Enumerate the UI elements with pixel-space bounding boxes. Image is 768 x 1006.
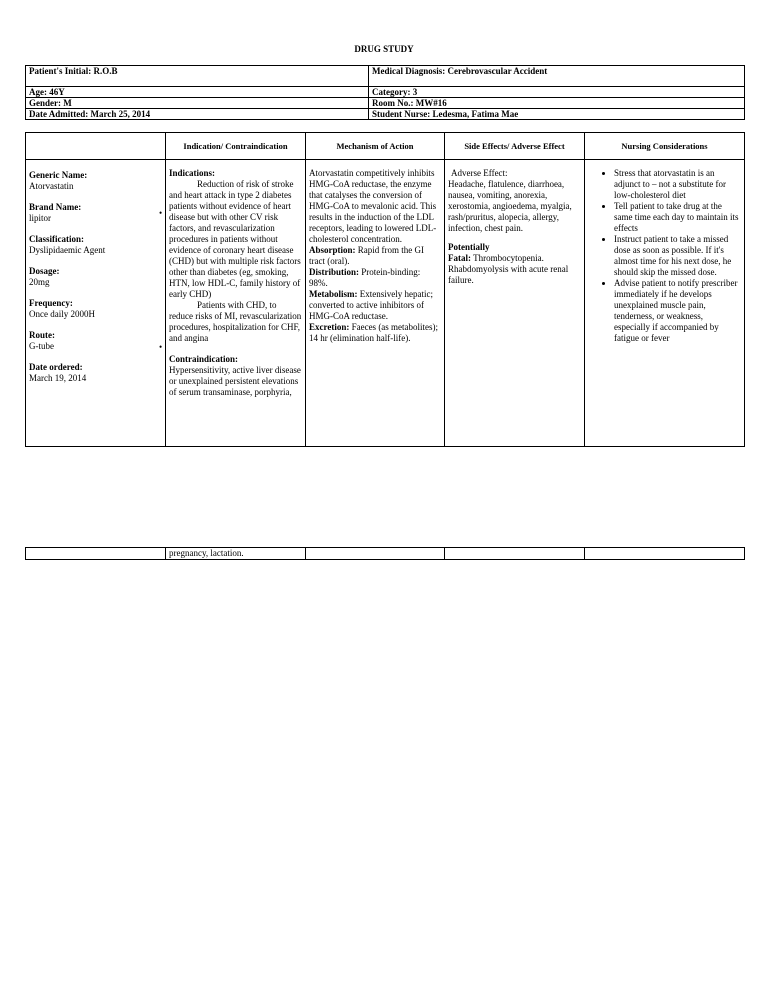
indication-item-1: Reduction of risk of stroke and heart attack in type 2 diabetes patients without evidence of heart disease but with other CV risk factors, and revascularization procedures in patients without evidence of coronary heart disease (CHD) but with multiple risk factors other than diabetes (eg, smoking, HTN, low HDL-C, family history of early CHD): [169, 179, 301, 299]
cont-mechanism-cell: [306, 548, 445, 560]
indication-item-2: Patients with CHD, to reduce risks of MI, revascularization procedures, hospitalization for CHF, and angina: [169, 300, 302, 343]
classification-label: Classification:: [29, 234, 84, 244]
patient-initial-label: Patient's Initial:: [29, 66, 92, 76]
dosage-label: Dosage:: [29, 266, 60, 276]
patient-initial-value: R.O.B: [93, 66, 118, 76]
fatal-label: Fatal:: [448, 253, 471, 263]
distribution-value: Protein-binding: 98%.: [309, 267, 421, 288]
indications-label: Indications:: [169, 168, 216, 178]
gender-cell: [26, 98, 369, 109]
medical-diagnosis-label: Medical Diagnosis:: [372, 66, 446, 76]
age-value: 46Y: [49, 87, 65, 97]
student-nurse-value: Ledesma, Fatima Mae: [432, 109, 519, 119]
mechanism-intro: Atorvastatin competitively inhibits HMG-CoA reductase, the enzyme that catalyses the conversion of HMG-CoA to mevalonic acid. This results in the induction of the LDL receptors, leading to lowered LDL-cholesterol concentration.: [309, 168, 437, 244]
bullet-icon: •: [159, 342, 163, 352]
student-nurse-cell: [369, 109, 745, 120]
nursing-item: • Instruct patient to take a missed dose as soon as possible. If it's almost time for his next dose, he should skip the missed dose.: [614, 234, 741, 278]
gender-value: M: [63, 98, 72, 108]
header-nursing: Nursing Considerations: [585, 133, 745, 160]
metabolism-label: Metabolism:: [309, 289, 358, 299]
medical-diagnosis-cell: [369, 66, 745, 87]
fatal-text: Thrombocytopenia. Rhabdomyolysis with acute renal failure.: [448, 253, 569, 285]
adverse-effect-label: Adverse Effect:: [451, 168, 508, 178]
date-admitted-label: Date Admitted:: [29, 109, 89, 119]
contraindication-label: Contraindication:: [169, 354, 239, 364]
room-value: MW#16: [415, 98, 447, 108]
mechanism-cell: [306, 160, 445, 447]
generic-name-label: Generic Name:: [29, 170, 88, 180]
age-label: Age:: [29, 87, 47, 97]
category-value: 3: [412, 87, 418, 97]
gender-label: Gender:: [29, 98, 61, 108]
nursing-cell: [585, 160, 745, 447]
drug-study-continuation-table: [25, 547, 745, 560]
absorption-label: Absorption:: [309, 245, 356, 255]
nursing-item: • Advise patient to notify prescriber immediately if he develops unexplained muscle pain, tenderness, or weakness, especially if accompanied by fatigue or fever: [614, 278, 741, 344]
classification-value: Dyslipidaemic Agent: [29, 245, 106, 255]
metabolism-value: Extensively hepatic; converted to active inhibitors of HMG-CoA reductase.: [309, 289, 433, 321]
excretion-label: Excretion:: [309, 322, 350, 332]
date-admitted-cell: [26, 109, 369, 120]
drug-study-table: [25, 132, 745, 447]
room-label: Room No.:: [372, 98, 414, 108]
page-title: DRUG STUDY: [354, 44, 414, 54]
nursing-item: • Stress that atorvastatin is an adjunct to – not a substitute for low-cholesterol diet: [614, 168, 741, 201]
date-ordered-value: March 19, 2014: [29, 373, 87, 383]
medical-diagnosis-value: Cerebrovascular Accident: [447, 66, 548, 76]
date-ordered-label: Date ordered:: [29, 362, 83, 372]
frequency-label: Frequency:: [29, 298, 73, 308]
room-cell: [369, 98, 745, 109]
cont-indication-cell: pregnancy, lactation.: [166, 548, 306, 560]
patient-info-table: [25, 65, 745, 120]
student-nurse-label: Student Nurse:: [372, 109, 431, 119]
header-drug: [26, 133, 166, 160]
side-effects-cell: [445, 160, 585, 447]
category-cell: [369, 87, 745, 98]
brand-name-value: lipitor: [29, 213, 51, 223]
contraindication-text: Hypersensitivity, active liver disease or unexplained persistent elevations of serum transaminase, porphyria,: [169, 365, 301, 397]
date-admitted-value: March 25, 2014: [90, 109, 151, 119]
dosage-value: 20mg: [29, 277, 50, 287]
excretion-value: Faeces (as metabolites); 14 hr (elimination half-life).: [309, 322, 439, 343]
bullet-icon: •: [159, 208, 163, 218]
nursing-item: • Tell patient to take drug at the same time each day to maintain its effects: [614, 201, 741, 234]
patient-initial-cell: [26, 66, 369, 87]
potentially-label: Potentially: [448, 242, 490, 252]
header-side-effects: Side Effects/ Adverse Effect: [445, 133, 585, 160]
category-label: Category:: [372, 87, 411, 97]
cont-side-effects-cell: [445, 548, 585, 560]
absorption-value: Rapid from the GI tract (oral).: [309, 245, 424, 266]
adverse-effect-text: Headache, flatulence, diarrhoea, nausea, vomiting, anorexia, xerostomia, angioedema, myalgia, rash/pruritus, alopecia, allergy, infection, chest pain.: [448, 179, 572, 233]
header-mechanism: Mechanism of Action: [306, 133, 445, 160]
indication-cell: [166, 160, 306, 447]
header-indication: Indication/ Contraindication: [166, 133, 306, 160]
age-cell: [26, 87, 369, 98]
nursing-list: [588, 168, 741, 344]
frequency-value: Once daily 2000H: [29, 309, 95, 319]
cont-drug-cell: [26, 548, 166, 560]
route-value: G-tube: [29, 341, 54, 351]
brand-name-label: Brand Name:: [29, 202, 82, 212]
distribution-label: Distribution:: [309, 267, 360, 277]
drug-cell: [26, 160, 166, 447]
generic-name-value: Atorvastatin: [29, 181, 74, 191]
cont-nursing-cell: [585, 548, 745, 560]
route-label: Route:: [29, 330, 55, 340]
